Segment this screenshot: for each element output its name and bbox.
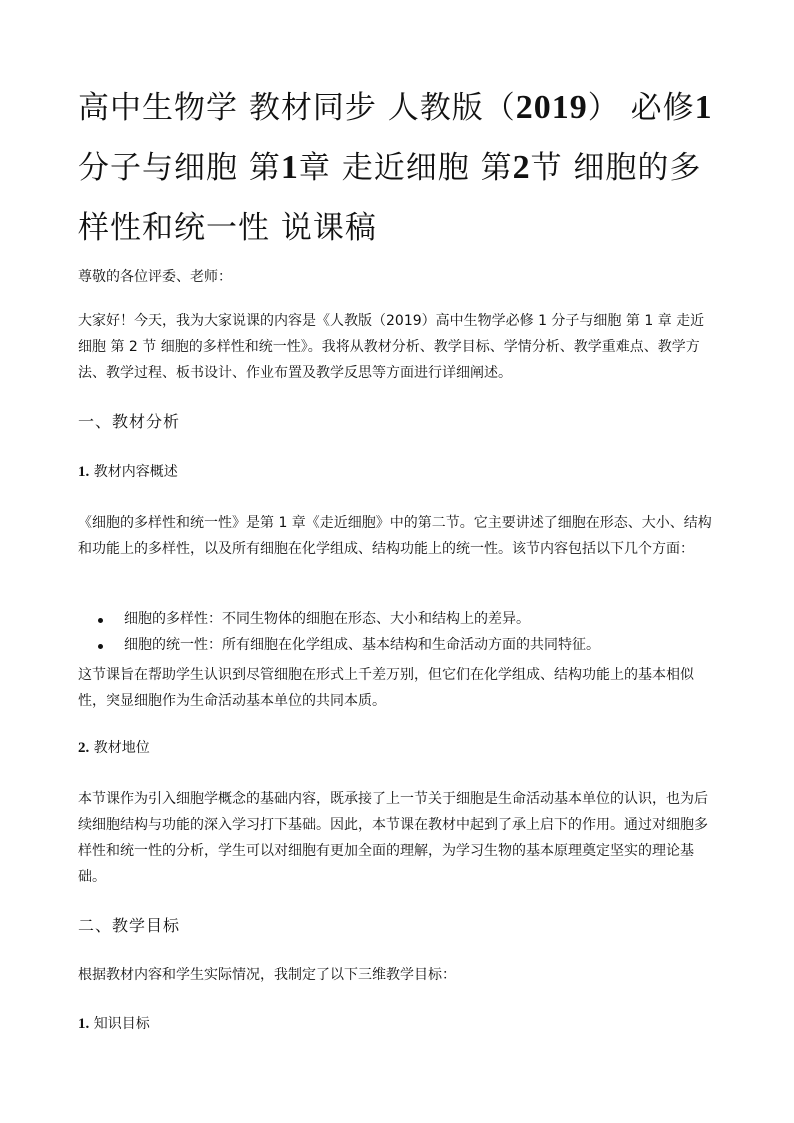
subheading-label: 教材地位	[93, 740, 150, 756]
bullet-list	[78, 606, 718, 658]
title-text-1: 高中生物学 教材同步 人教版（	[78, 90, 516, 126]
subheading-number: 1.	[78, 464, 90, 480]
subheading-number: 1.	[78, 1016, 90, 1032]
subheading-label: 教材内容概述	[93, 464, 178, 480]
goals-paragraph: 根据教材内容和学生实际情况，我制定了以下三维教学目标：	[78, 967, 456, 983]
title-chapter-number: 1	[280, 149, 299, 186]
subheading-content-overview	[78, 460, 718, 484]
title-section-number: 2	[512, 149, 531, 186]
document-title	[78, 78, 728, 258]
title-volume-number: 1	[694, 89, 713, 126]
position-paragraph: 本节课作为引入细胞学概念的基础内容，既承接了上一节关于细胞是生命活动基本单位的认识，也为后续细胞结构与功能的深入学习打下基础。因此，本节课在教材中起到了承上启下的作用。通过对细胞多样性和统一性的分析，学生可以对细胞有更加全面的理解，为学习生物的基本原理奠定坚实的理论基础。	[78, 791, 708, 885]
section-heading-teaching-goals: 二、教学目标	[78, 916, 181, 935]
subheading-textbook-position	[78, 736, 718, 760]
subheading-label: 知识目标	[93, 1016, 150, 1032]
title-text-3: 分子与细胞 第	[78, 150, 281, 186]
overview-summary-paragraph: 这节课旨在帮助学生认识到尽管细胞在形式上千差万别，但它们在化学组成、结构功能上的基本相似性，突显细胞作为生命活动基本单位的共同本质。	[78, 667, 694, 709]
subheading-knowledge-goals	[78, 1012, 718, 1036]
intro-paragraph: 大家好！今天，我为大家说课的内容是《人教版（2019）高中生物学必修 1 分子与细胞 第 1 章 走近细胞 第 2 节 细胞的多样性和统一性》。我将从教材分析、教学目标、学情分析、教学重难点、教学方法、教学过程、板书设计、作业布置及教学反思等方面进行详细阐述。	[78, 313, 705, 381]
subheading-number: 2.	[78, 740, 90, 756]
section-heading-textbook-analysis: 一、教材分析	[78, 412, 181, 431]
list-item: 细胞的多样性：不同生物体的细胞在形态、大小和结构上的差异。	[78, 606, 718, 632]
list-item: 细胞的统一性：所有细胞在化学组成、基本结构和生命活动方面的共同特征。	[78, 632, 718, 658]
overview-paragraph: 《细胞的多样性和统一性》是第 1 章《走近细胞》中的第二节。它主要讲述了细胞在形态、大小、结构和功能上的多样性，以及所有细胞在化学组成、结构功能上的统一性。该节内容包括以下几个方面：	[78, 515, 712, 557]
title-text-4: 章 走近细胞 第	[298, 150, 513, 186]
title-text-5: 节 细胞的多样性和统一性 说课稿	[78, 150, 702, 246]
title-text-2: ） 必修	[587, 90, 695, 126]
greeting: 尊敬的各位评委、老师：	[78, 269, 232, 285]
title-year: 2019	[515, 89, 588, 126]
